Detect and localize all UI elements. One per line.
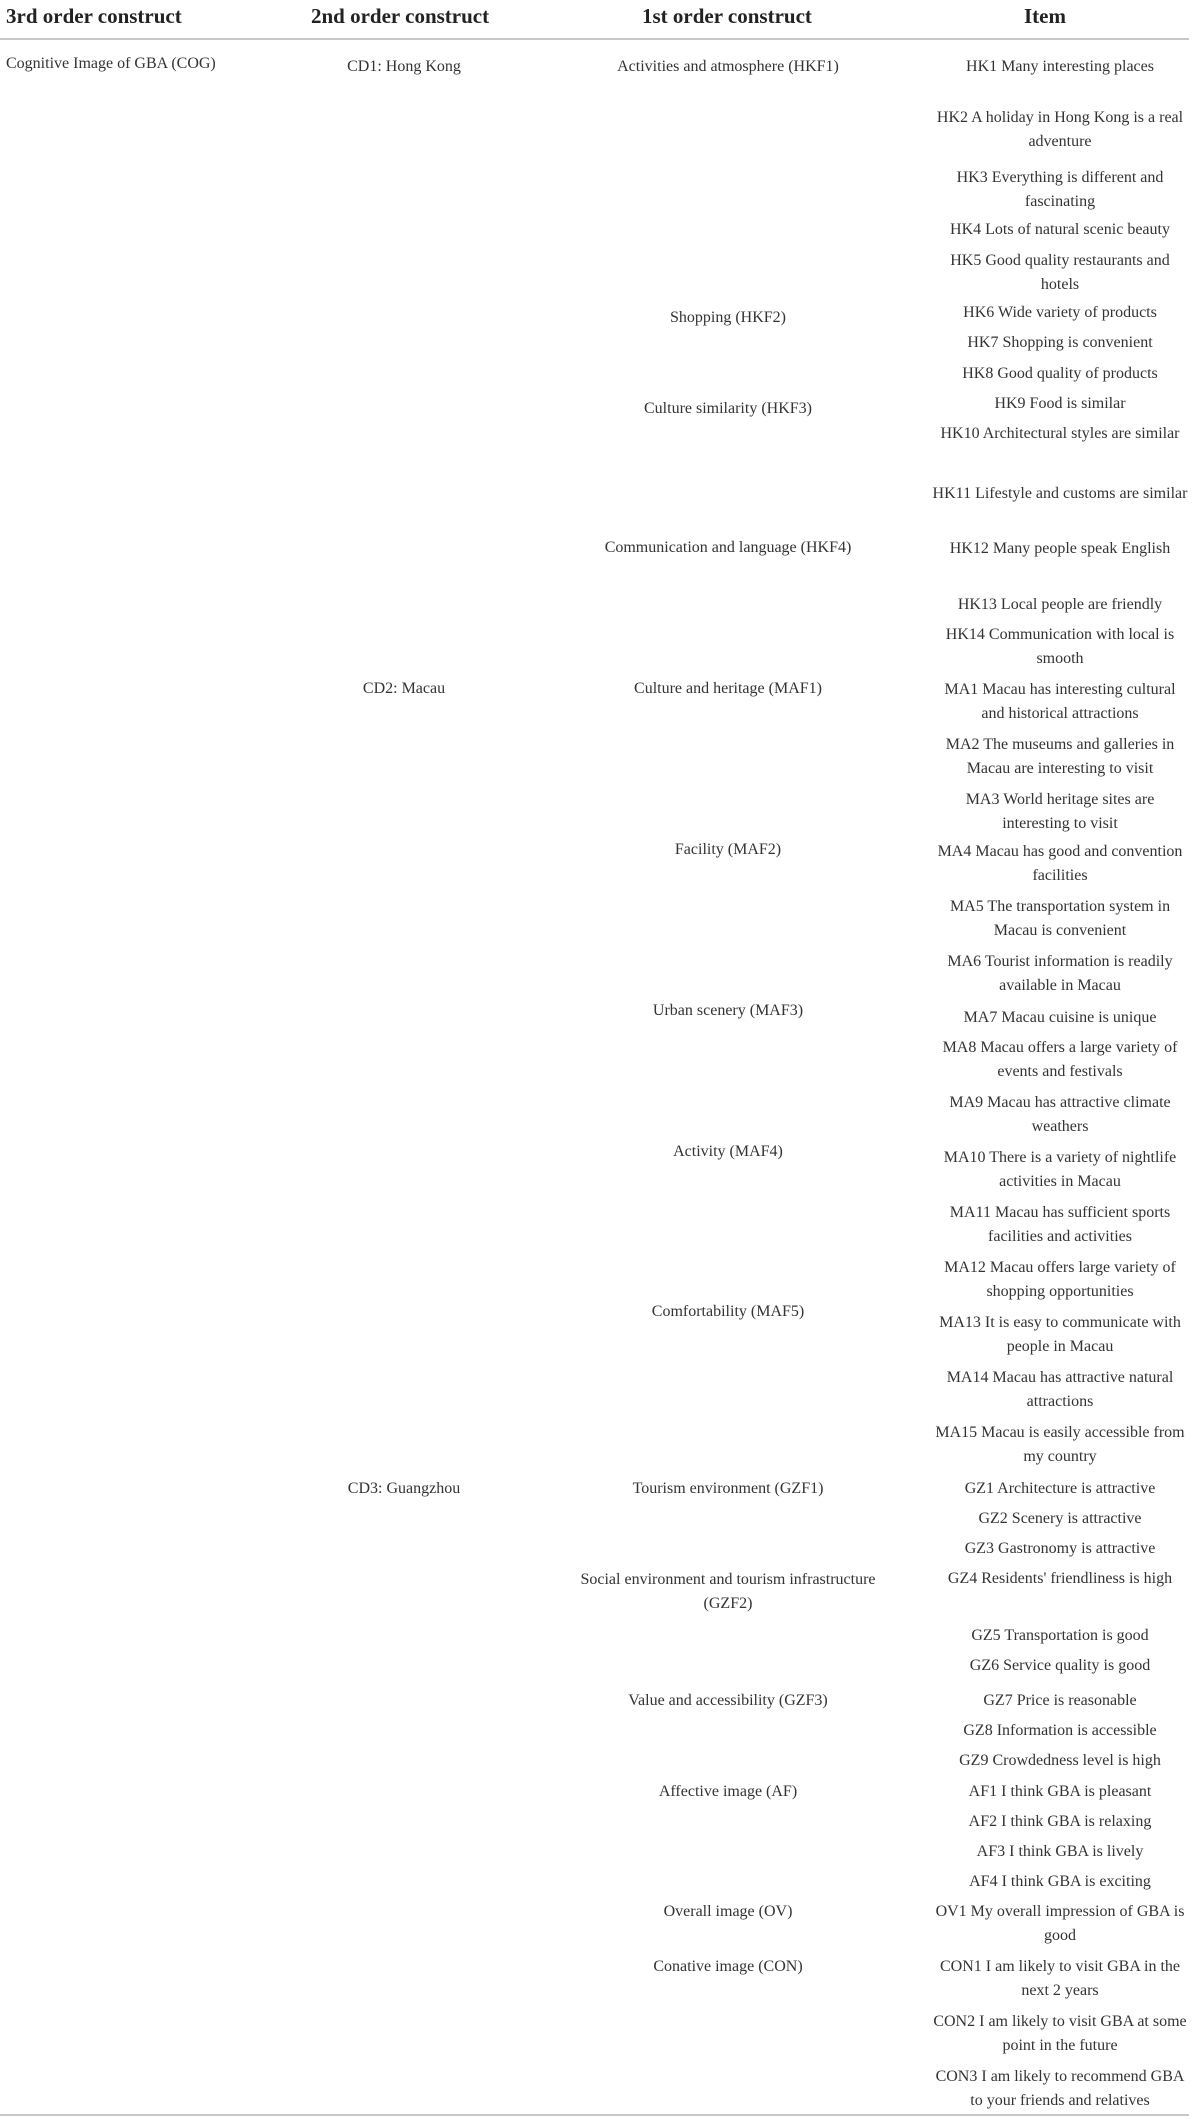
item-cell: MA11 Macau has sufficient sports facilities and activities: [949, 1204, 1171, 1245]
first-order-construct: Tourism environment (GZF1): [632, 1480, 824, 1497]
item-cell: HK3 Everything is different and fascinating: [956, 169, 1164, 210]
second-order-construct: CD3: Guangzhou: [347, 1480, 461, 1497]
item-cell: MA9 Macau has attractive climate weathers: [949, 1094, 1171, 1135]
item-cell: MA14 Macau has attractive natural attractions: [946, 1369, 1174, 1410]
first-order-construct: Overall image (OV): [663, 1903, 793, 1920]
header-3rd-order: 3rd order construct: [6, 4, 182, 28]
item-cell: HK12 Many people speak English: [949, 540, 1171, 557]
item-cell: AF1 I think GBA is pleasant: [968, 1783, 1152, 1800]
item-cell: CON2 I am likely to visit GBA at some point in the future: [933, 2013, 1187, 2054]
item-cell: HK10 Architectural styles are similar: [940, 425, 1180, 442]
first-order-construct: Comfortability (MAF5): [651, 1303, 805, 1320]
item-cell: HK13 Local people are friendly: [957, 596, 1163, 613]
item-cell: MA15 Macau is easily accessible from my country: [935, 1424, 1185, 1465]
first-order-construct: Shopping (HKF2): [669, 309, 786, 326]
item-cell: GZ7 Price is reasonable: [983, 1692, 1137, 1709]
item-cell: GZ8 Information is accessible: [963, 1722, 1157, 1739]
first-order-construct: Conative image (CON): [653, 1958, 803, 1975]
item-cell: HK4 Lots of natural scenic beauty: [950, 221, 1170, 238]
first-order-construct: Value and accessibility (GZF3): [628, 1692, 828, 1709]
header-divider: [0, 38, 1189, 40]
item-cell: HK8 Good quality of products: [962, 365, 1158, 382]
second-order-construct: CD1: Hong Kong: [347, 58, 461, 75]
first-order-construct: Communication and language (HKF4): [604, 539, 852, 556]
item-cell: MA13 It is easy to communicate with people in Macau: [939, 1314, 1181, 1355]
item-cell: CON3 I am likely to recommend GBA to your friends and relatives: [935, 2068, 1185, 2109]
header-1st-order: 1st order construct: [642, 4, 812, 28]
second-order-construct: CD2: Macau: [362, 680, 446, 697]
item-cell: GZ2 Scenery is attractive: [978, 1510, 1142, 1527]
item-cell: GZ4 Residents' friendliness is high: [947, 1570, 1173, 1587]
item-cell: OV1 My overall impression of GBA is good: [935, 1903, 1185, 1944]
item-cell: MA8 Macau offers a large variety of events and festivals: [942, 1039, 1178, 1080]
item-cell: AF3 I think GBA is lively: [976, 1843, 1144, 1860]
item-cell: MA3 World heritage sites are interesting to visit: [965, 791, 1155, 832]
item-cell: HK11 Lifestyle and customs are similar: [932, 485, 1188, 502]
item-cell: MA10 There is a variety of nightlife activities in Macau: [943, 1149, 1177, 1190]
item-cell: GZ5 Transportation is good: [971, 1627, 1149, 1644]
item-cell: CON1 I am likely to visit GBA in the next 2 years: [940, 1958, 1180, 1999]
item-cell: MA12 Macau offers large variety of shopping opportunities: [944, 1259, 1176, 1300]
item-cell: MA1 Macau has interesting cultural and historical attractions: [944, 681, 1176, 722]
item-cell: HK5 Good quality restaurants and hotels: [950, 252, 1170, 293]
item-cell: MA2 The museums and galleries in Macau are interesting to visit: [945, 736, 1175, 777]
item-cell: AF4 I think GBA is exciting: [969, 1873, 1151, 1890]
item-cell: MA7 Macau cuisine is unique: [963, 1009, 1157, 1026]
first-order-construct: Urban scenery (MAF3): [652, 1002, 804, 1019]
first-order-construct: Affective image (AF): [658, 1783, 798, 1800]
first-order-construct: Culture and heritage (MAF1): [634, 680, 822, 697]
item-cell: GZ6 Service quality is good: [969, 1657, 1151, 1674]
item-cell: HK9 Food is similar: [994, 395, 1126, 412]
item-cell: MA6 Tourist information is readily available in Macau: [947, 953, 1173, 994]
first-order-construct: Activities and atmosphere (HKF1): [617, 58, 839, 75]
item-cell: HK7 Shopping is convenient: [967, 334, 1153, 351]
header-2nd-order: 2nd order construct: [311, 4, 490, 28]
first-order-construct: Culture similarity (HKF3): [644, 400, 812, 417]
item-cell: GZ1 Architecture is attractive: [964, 1480, 1156, 1497]
item-cell: GZ9 Crowdedness level is high: [959, 1752, 1161, 1769]
item-cell: AF2 I think GBA is relaxing: [968, 1813, 1152, 1830]
item-cell: HK14 Communication with local is smooth: [945, 626, 1175, 667]
first-order-construct: Facility (MAF2): [674, 841, 782, 858]
first-order-construct: Social environment and tourism infrastructure (GZF2): [580, 1571, 876, 1612]
item-cell: MA5 The transportation system in Macau is convenient: [949, 898, 1171, 939]
first-order-construct: Activity (MAF4): [673, 1143, 783, 1160]
item-cell: GZ3 Gastronomy is attractive: [964, 1540, 1156, 1557]
header-item: Item: [1024, 4, 1066, 28]
table-bottom-rule: [0, 2114, 1189, 2116]
item-cell: HK2 A holiday in Hong Kong is a real adventure: [936, 109, 1184, 150]
item-cell: HK1 Many interesting places: [966, 58, 1154, 75]
third-order-cog: Cognitive Image of GBA (COG): [6, 55, 216, 72]
item-cell: HK6 Wide variety of products: [963, 304, 1157, 321]
item-cell: MA4 Macau has good and convention facilities: [937, 843, 1183, 884]
